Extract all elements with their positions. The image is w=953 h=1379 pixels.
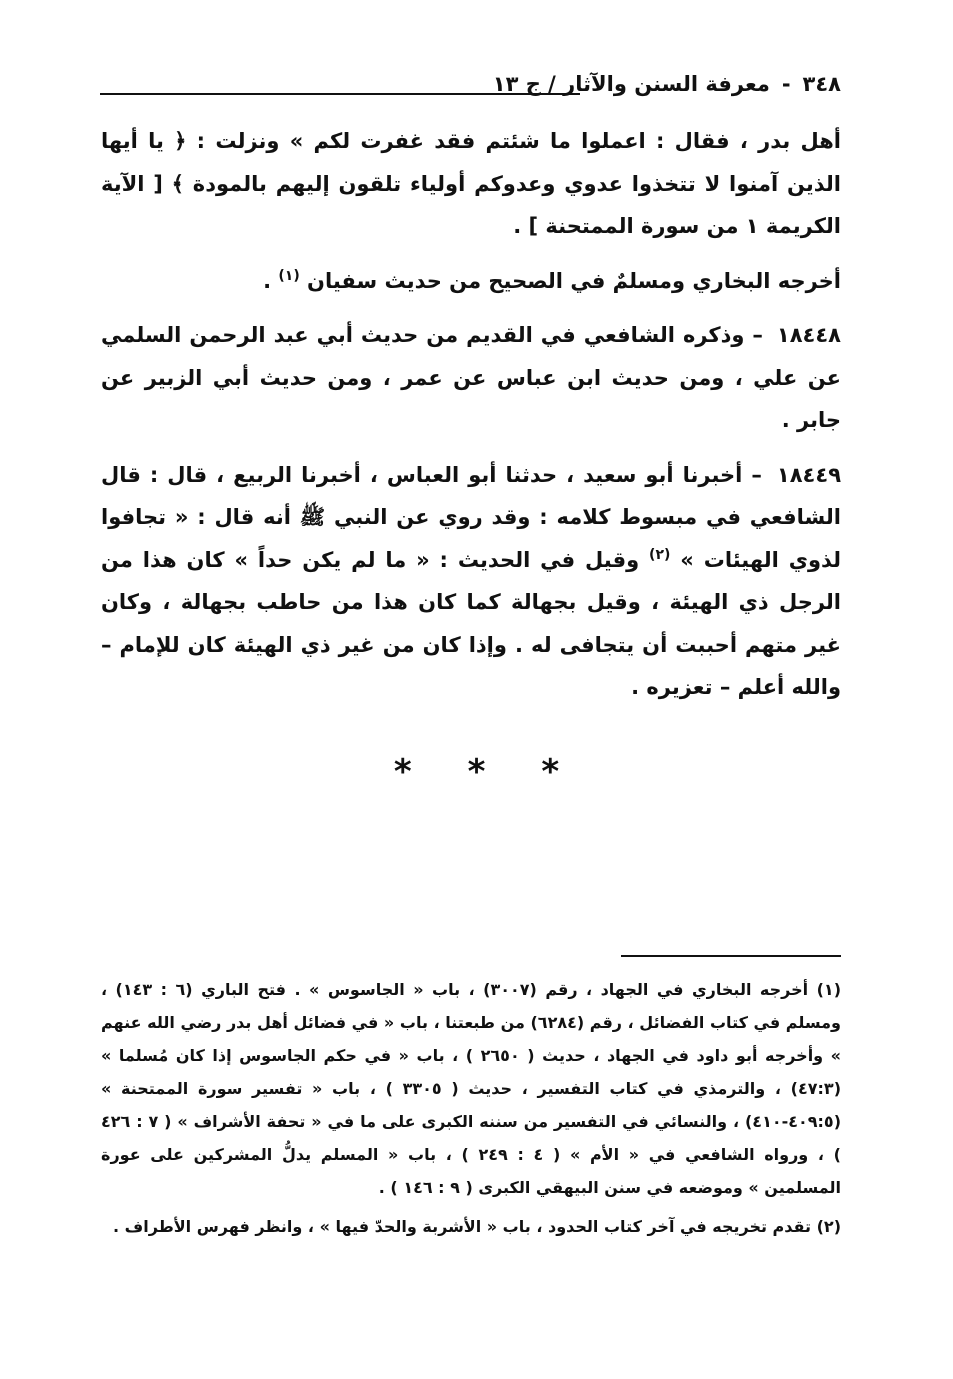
paragraph-hadith (101, 454, 841, 709)
footnote-ref[interactable]: (١) (278, 267, 300, 284)
footnote: (٢) تقدم تخريجه في آخر كتاب الحدود ، باب « الأشربة والحدّ فيها » ، وانظر فهرس الأطراف . (113, 1217, 841, 1236)
paragraph-hadith (101, 314, 841, 442)
book-title: معرفة السنن والآثار / ج ١٣ (492, 72, 770, 96)
paragraph-text-continued: وقيل في الحديث : « ما لم يكن حداً » كان هذا من الرجل ذي الهيئة ، وقيل بجهالة كما كان هذا من حاطب بجهالة ، وكان غير متهم أحببت أن يتجافى له . وإذا كان من غير ذي الهيئة كان للإمام – والله أعلم – تعزيره . (101, 547, 841, 699)
page-number: ٣٤٨ (802, 72, 841, 96)
asterisk: * (541, 752, 560, 792)
hadith-number: ١٨٤٤٨ (776, 323, 841, 347)
footnote-ref[interactable]: (٢) (649, 546, 671, 563)
paragraph-continuation (101, 120, 841, 248)
paragraph-text: – أخبرنا أبو سعيد ، حدثنا أبو العباس ، أخبرنا الربيع ، قال : قال الشافعي في مبسوط كلامه : وقد روي عن النبي ﷺ أنه قال : « تجافوا لذوي الهيئات » (101, 462, 842, 572)
header-separator: - (781, 72, 791, 96)
paragraph-text: أهل بدر ، فقال : اعملوا ما شئتم فقد غفرت لكم » ونزلت : ﴿ يا أيها الذين آمنوا لا تتخذوا عدوي وعدوكم أولياء تلقون إليهم بالمودة ﴾ [ الآية الكريمة ١ من سورة الممتحنة ] . (101, 129, 841, 238)
header-rule (100, 93, 580, 95)
running-header (96, 64, 841, 104)
paragraph-text: – وذكره الشافعي في القديم من حديث أبي عبد الرحمن السلمي عن علي ، ومن حديث ابن عباس عن عمر ، ومن حديث أبي الزبير عن جابر . (101, 323, 841, 432)
footnote: (١) أخرجه البخاري في الجهاد ، رقم (٣٠٠٧) ، باب « الجاسوس » . فتح الباري (٦ : ١٤٣) ، ومسلم في كتاب الفضائل ، رقم (٦٢٨٤) من طبعتنا ، باب « في فضائل أهل بدر رضي الله عنهم » وأخرجه أبو داود في الجهاد ، حديث ( ٢٦٥٠ ) ، باب « في حكم الجاسوس إذا كان مُسلما » (٤٧:٣) ، والترمذي في كتاب التفسير ، حديث ( ٣٣٠٥ ) ، باب « تفسير سورة الممتحنة » (٤٠٩:٥-٤١٠) ، والنسائي في التفسير من سننه الكبرى على ما في « تحفة الأشراف » ( ٧ : ٤٢٦ ) ، ورواه الشافعي في « الأم » ( ٤ : ٢٤٩ ) ، باب « المسلم يدلُّ المشركين على عورة المسلمين » وموضعه في سنن البيهقي الكبرى ( ٩ : ١٤٦ ) . (101, 980, 842, 1197)
paragraph-tail: . (263, 268, 272, 293)
main-text (101, 120, 841, 721)
paragraph-takhrij (101, 260, 841, 303)
asterisk: * (467, 752, 486, 792)
asterisk: * (393, 752, 412, 792)
footnotes (101, 973, 841, 1249)
section-separator (0, 752, 953, 792)
hadith-number: ١٨٤٤٩ (776, 462, 842, 487)
footnote-rule (621, 955, 841, 957)
paragraph-text: أخرجه البخاري ومسلمٌ في الصحيح من حديث سفيان (307, 268, 841, 293)
